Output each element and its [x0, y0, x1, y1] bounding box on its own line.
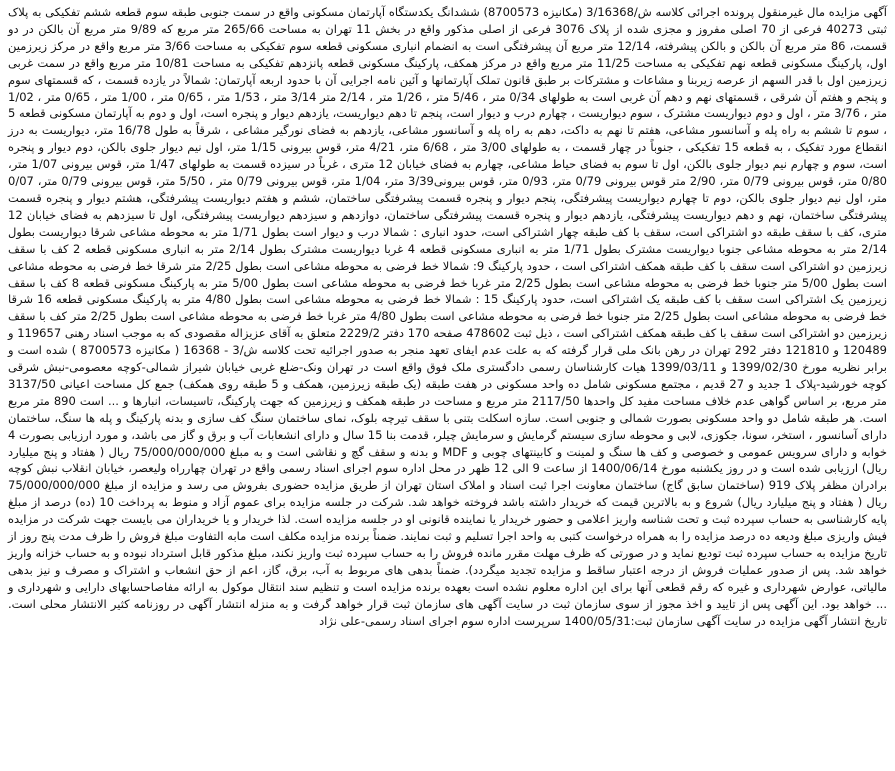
auction-notice-text — [8, 4, 887, 630]
publication-date: 1400/05/31 — [564, 613, 631, 628]
notice-body: آگهی مزایده مال غیرمنقول پرونده اجرائی کلاسه ش/3/16368 (مکانیزه 8700573) ششدانگ یکدستگاه آپارتمان مسکونی واقع در سمت جنوبی طبقه سوم قطعه ششم تفکیکی به پلاک ثبتی 40273 فرعی از 70 اصلی مفروز و مجزی شده از پلاک 3076 فرعی از اصلی مذکور واقع در بخش 11 تهران به مساحت 265/66 متر مربع که 9/89 متر مربع آن بالکن در دو قسمت، 86 متر مربع آن بالکن و بالکن پیشرفته، 12/14 متر مربع آن پیشرفتگی است به انضمام انباری مسکونی قطعه سوم تفکیکی به مساحت 3/66 متر مربع واقع در مرکز زیرزمین اول، پارکینگ مسکونی قطعه نهم تفکیکی به مساحت 11/25 متر مربع واقع در مرکز همکف، پارکینگ مسکونی قطعه پانزدهم تفکیکی به مساحت 10/81 متر مربع واقع در سمت غربی زیرزمین اول با قدر السهم از عرصه زیربنا و مشاعات و مشترکات بر طبق قانون تملک آپارتمانها و آئین نامه اجرایی آن با حدود اربعه آپارتمان: شمالاً در یازده قسمت ، که قسمتهای سوم و پنجم و هفتم آن شرقی ، قسمتهای نهم و دهم آن غربی است به طولهای 0/34 متر ، 5/46 متر ، 1/26 متر ، 2/14 متر 3/14 متر ، 1/53 متر ، 0/65 متر ، 1/00 متر ، 0/65 متر ، 1/02 متر ، 3/76 متر ، اول و دوم دیواریست مشترک ، سوم دیواریست ، چهارم درب و دیوار است، پنجم تا دهم دیواریست، یازدهم دیوار و پنجره است، اول و دوم به آپارتمان مسکونی قطعه 5 ، سوم تا ششم به راه پله و آسانسور مشاعی، هفتم تا نهم به داکت، دهم به راه پله و آسانسور مشاعی، یازدهم به فضای نورگیر مشاعی ، شرقاً به طول 16/78 متر، دیواریست به درز انقطاع مورد تفکیک ، به قطعه 15 تفکیکی ، جنوباً در چهار قسمت ، به طولهای 3/00 متر ، 6/68 متر، 4/21 متر، قوس بیرونی 1/15 متر، اول نیم دیوار جلوی بالکن، دوم دیوار و پنجره است، سوم و چهارم نیم دیوار جلوی بالکن، اول تا سوم به فضای حیاط مشاعی، چهارم به فضای خیابان 12 متری ، غرباً در سیزده قسمت به طولهای 1/47 متر، قوس بیرونی 1/07 متر، 0/80 متر، قوس بیرونی 0/79 متر، 2/90 متر قوس بیرونی 0/79 متر، 0/93 متر، قوس بیرونی3/39 متر، 1/04 متر، قوس بیرونی 0/79 متر ، 5/50 متر، قوس بیرونی 0/79 متر، 0/07 متر، اول نیم دیوار جلوی بالکن، دوم تا چهارم دیواریست پیشرفتگی، پنجم دیوار و پنجره قسمت پیشرفتگی ساختمان، ششم و هفتم دیواریست پیشرفتگی، هشتم دیوار و پنجره قسمت پیشرفتگی ساختمان، نهم و دهم دیواریست پیشرفتگی، یازدهم دیوار و پنجره قسمت پیشرفتگی ساختمان، دوازدهم و سیزدهم دیواریست پیشرفتگی، اول تا سیزدهم به فضای خیابان 12 متری، کف با سقف طبقه دو اشتراکی است، سقف با کف طبقه چهار اشتراکی است، حدود انباری : شمالا درب و دیوار است بطول 1/71 متر به محوطه مشاعی شرقا دیواریست بطول 2/14 متر به محوطه مشاعی جنوبا دیواریست مشترک بطول 1/71 متر به انباری مسکونی قطعه 4 غربا دیواریست مشترک بطول 2/14 متر به انباری مسکونی قطعه 2 کف با سقف زیرزمین دو اشتراکی است سقف با کف طبقه همکف اشتراکی است ، حدود پارکینگ 9: شمالا خط فرضی به محوطه مشاعی است بطول 2/25 متر شرقا خط فرضی به محوطه مشاعی است بطول 5/00 متر جنوبا خط فرضی به محوطه مشاعی است بطول 2/25 متر غربا خط فرضی به محوطه مشاعی است بطول 5/00 متر به پارکینگ مسکونی قطعه 8 کف با سقف زیرزمین یک اشتراکی است سقف با کف طبقه یک اشتراکی است، حدود پارکینگ 15 : شمالا خط فرضی به محوطه مشاعی است بطول 4/80 متر به پارکینگ مسکونی قطعه 16 شرقا خط فرضی به محوطه مشاعی است بطول 2/25 متر جنوبا خط فرضی به محوطه مشاعی است بطول 4/80 متر غربا خط فرضی به محوطه مشاعی است بطول 2/25 متر کف با سقف زیرزمین دو اشتراکی است سقف با کف طبقه همکف اشتراکی است ، ذیل ثبت 478602 صفحه 170 دفتر 2229/2 متعلق به آقای عزیزاله مقصودی که به موجب اسناد رهنی 119657 و 120489 و 121810 دفتر 292 تهران در رهن بانک ملی قرار گرفته که به علت عدم ایفای تعهد منجر به صدور اجرائیه تحت کلاسه ش/3 - 16368 ( مکانیزه 8700573 ) شده است و برابر نظریه مورخ 1399/02/30 و 1399/03/11 هیات کارشناسان رسمی دادگستری ملک فوق واقع است در تهران ونک-ضلع غربی خیابان شیراز شمالی-کوچه معصومی-نبش شرقی کوچه خورشید-پلاک 1 جدید و 27 قدیم ، مجتمع مسکونی شامل ده واحد مسکونی در هفت طبقه (یک طبقه زیرزمین، همکف و 5 طبقه روی همکف) جمع کل مساحت اعیانی 3137/50 متر مربع، بر اساس گواهی عدم خلاف مساحت مفید کل واحدها 2117/50 متر مربع و مساحت در طبقه همکف و زیرزمین که جهت پارکینگ، تاسیسات، انبارها و ... است 890 متر مربع است. هر طبقه شامل دو واحد مسکونی بصورت شمالی و جنوبی است. سازه اسکلت بتنی با سقف تیرچه بلوک، نمای ساختمان سنگ کف سازی و بدنه پارکینگ و پله ها سنگ، ساختمان دارای آسانسور ، استخر، سونا، جکوزی، لابی و محوطه سازی سیستم گرمایش و سرمایش چیلر، قدمت بنا 15 سال و دارای انشعابات آب و برق و گاز می باشد، و مورد ارزیابی بصورت 4 خوابه و دارای سرویس عمومی و خصوصی و کف ها سنگ و لمینت و کابینتهای چوبی و MDF و بدنه و سقف گچ و نقاشی است و به مبلغ 75/000/000/000 ریال ( هفتاد و پنج میلیارد ریال) ارزیابی شده است و در روز یکشنبه مورخ 1400/06/14 از ساعت 9 الی 12 ظهر در محل اداره سوم اجرای اسناد رسمی واقع در تهران چهارراه ولیعصر، خیابان انقلاب نبش کوچه برادران مظفر پلاک 919 (ساختمان سابق گاج) ساختمان معاونت اجرا ثبت اسناد و املاک استان تهران از طریق مزایده حضوری بفروش می رسد و مزایده از مبلغ 75/000/000/000 ریال ( هفتاد و پنج میلیارد ریال) شروع و به بالاترین قیمت که خریدار داشته باشد فروخته خواهد شد. شرکت در جلسه مزایده برای عموم آزاد و منوط به پرداخت 10 (ده) درصد از مبلغ پایه کارشناسی به حساب سپرده ثبت و تحت شناسه واریز اعلامی و حضور خریدار یا نماینده قانونی او در جلسه مزایده است. لذا خریدار و یا خریداران می بایست جهت شرکت در مزایده فیش واریزی مبلغ ودیعه ده درصد مزایده را به همراه درخواست کتبی به واحد اجرا تسلیم و ثبت نمایند. ضمناً برنده مزایده مکلف است مابه التفاوت مبلغ فروش را ظرف مدت پنج روز از تاریخ مزایده به حساب سپرده ثبت تودیع نماید و در صورتی که ظرف مهلت مقرر مانده فروش را به حساب سپرده ثبت واریز نکند، مبلغ مذکور قابل استرداد نبوده و به حساب خزانه واریز خواهد شد. پس از صدور عملیات فروش از درجه اعتبار ساقط و مزایده تجدید میگردد). ضمناً بدهی های مربوط به آب، برق، گاز، اعم از حق انشعاب و اشتراک و مصرف و نیز بدهی مالیاتی، عوارض شهرداری و غیره که رقم قطعی آنها برای این اداره معلوم نشده است بعهده برنده مزایده است و تنظیم سند انتقال موکول به ارائه مفاصاحسابهای دارایی و شهرداری و ... خواهد بود. این آگهی پس از تایید و اخذ مجوز از سوی سازمان ثبت در سایت آگهی های سازمان ثبت قرار خواهد گرفت و به منزله انتشار آگهی در روزنامه کثیر الانتشار محلی است. تاریخ انتشار آگهی مزایده در سایت آگهی سازمان ثبت: — [8, 5, 888, 628]
signature-line: سرپرست اداره سوم اجرای اسناد رسمی-علی نژاد — [319, 613, 561, 628]
